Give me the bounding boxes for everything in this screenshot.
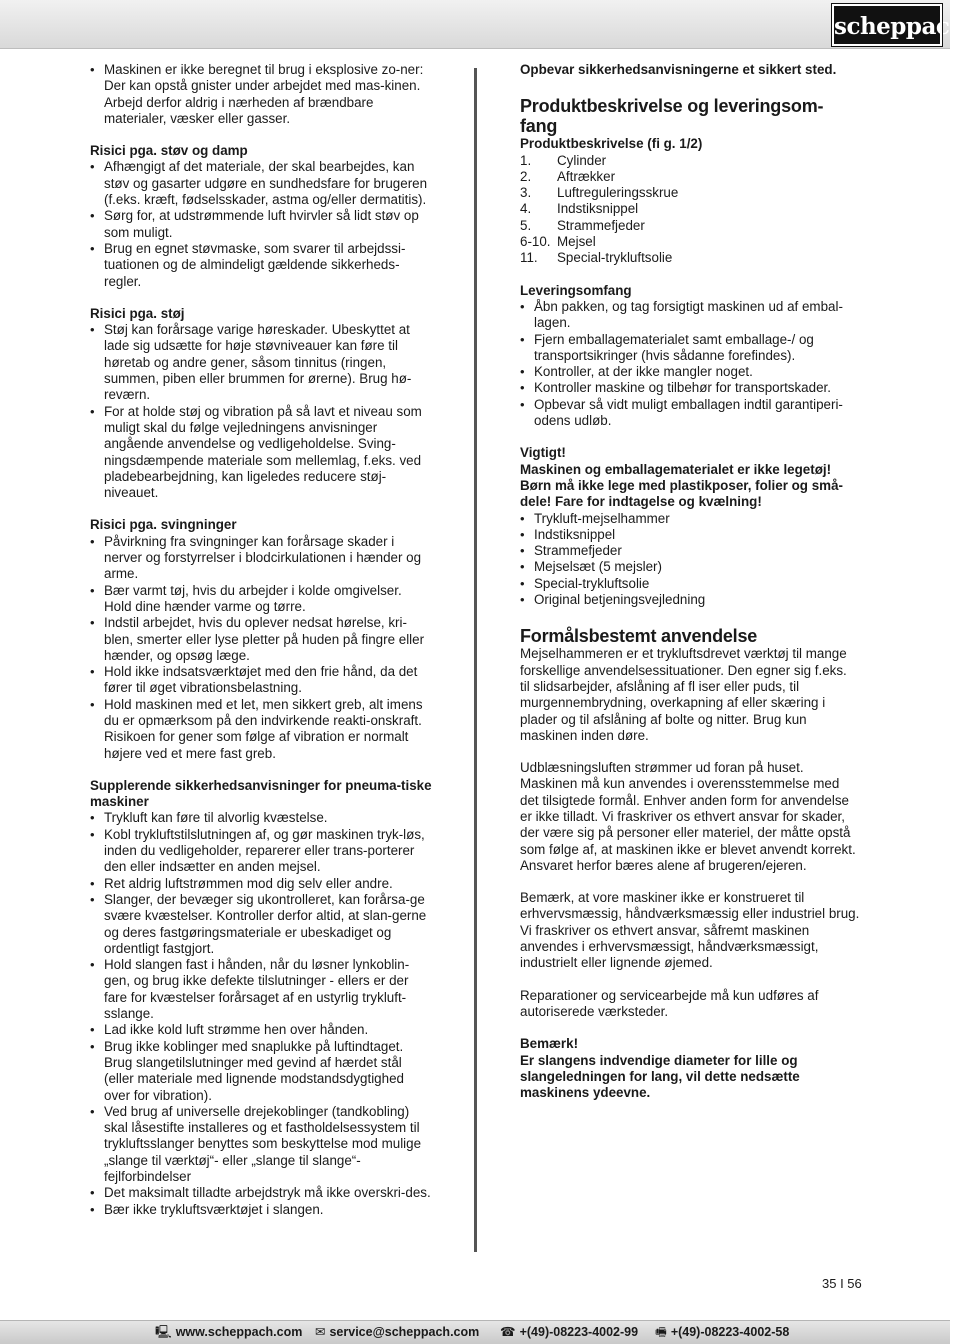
- part-label: Indstiksnippel: [557, 201, 639, 217]
- delivery-list: [520, 299, 860, 429]
- list-item: • Special-trykluftsolie: [520, 576, 860, 592]
- list-item: • Bær ikke trykluftsværktøjet i slangen.: [90, 1202, 432, 1218]
- list-item: [520, 201, 860, 217]
- warning-title: Vigtigt!: [520, 445, 566, 461]
- column-divider: [474, 68, 477, 1252]
- list-item: • Ret aldrig luftstrømmen mod dig selv eller andre.: [90, 876, 432, 892]
- brand-logo: scheppach: [832, 4, 942, 46]
- list-item: [520, 153, 860, 169]
- list-item: • Trykluft kan føre til alvorlig kvæstelse.: [90, 810, 432, 826]
- pneumatic-list: [90, 810, 432, 1217]
- note-text: Er slangens indvendige diameter for lille og slangeledningen for lang, vil dette nedsætte maskinens ydeevne.: [520, 1052, 800, 1101]
- list-item: • Kontroller, at der ikke mangler noget.: [520, 364, 860, 380]
- part-number: 6-10.: [520, 234, 551, 250]
- list-item: • Sørg for, at udstrømmende luft hvirvler så lidt støv op som muligt.: [90, 208, 432, 241]
- part-label: Aftrækker: [557, 168, 616, 184]
- fax-text: +(49)-08223-4002-58: [670, 1325, 790, 1339]
- list-item: • Fjern emballagematerialet samt emballage-/ og transportsikringer (hvis sådanne forefindes).: [520, 332, 860, 365]
- warning-text: Maskinen og emballagematerialet er ikke legetøj! Børn må ikke lege med plastikposer, folier og små-dele! Fare for indtagelse og kvælning!: [520, 461, 843, 510]
- noise-list: [90, 322, 432, 501]
- part-number: 5.: [520, 217, 532, 233]
- footer-email[interactable]: [315, 1321, 479, 1343]
- part-number: 1.: [520, 152, 532, 168]
- part-label: Strammefjeder: [557, 217, 645, 233]
- list-item: • Maskinen er ikke beregnet til brug i eksplosive zo-ner: Der kan opstå gnister under arbejdet med mas-kinen. Arbejd derfor aldrig i nærheden af brændbare materialer, væsker eller gasser.: [90, 62, 432, 127]
- part-number: 3.: [520, 185, 532, 201]
- list-item: • Åbn pakken, og tag forsigtigt maskinen ud af embal-lagen.: [520, 299, 860, 332]
- footer-website[interactable]: [155, 1321, 302, 1343]
- list-item: • Hold ikke indsatsværktøjet med den frie hånd, da det fører til øget vibrationsbelastning.: [90, 664, 432, 697]
- dust-list: [90, 159, 432, 289]
- part-number: 4.: [520, 201, 532, 217]
- list-item: [520, 234, 860, 250]
- list-item: [520, 218, 860, 234]
- intended-use-heading: Formålsbestemt anvendelse: [520, 626, 758, 647]
- list-item: • Strammefjeder: [520, 543, 860, 559]
- list-item: • Kontroller maskine og tilbehør for transportskader.: [520, 380, 860, 396]
- list-item: • Ved brug af universelle drejekoblinger (tandkobling) skal låsestifte installeres og et fastholdelsessystem til trykluftsslanger benyttes som beskyttelse mod mulige „slange til værktøj“- eller „slange til slange“-fejlforbindelser: [90, 1104, 432, 1185]
- list-item: • Trykluft-mejselhammer: [520, 511, 860, 527]
- website-text: www.scheppach.com: [175, 1325, 303, 1339]
- paragraph: Bemærk, at vore maskiner ikke er konstrueret til erhvervsmæssig, håndværksmæssig eller industriel brug. Vi fraskriver os ethvert ansvar, såfremt maskinen anvendes i erhvervsmæssigt, håndværksmæssigt, industrielt eller lignende øjemed.: [520, 890, 860, 971]
- vibration-list: [90, 534, 432, 762]
- vibration-heading: Risici pga. svingninger: [90, 517, 237, 533]
- paragraph: Reparationer og servicearbejde må kun udføres af autoriserede værksteder.: [520, 987, 819, 1019]
- part-label: Mejsel: [557, 234, 596, 250]
- list-item: [520, 185, 860, 201]
- noise-heading: Risici pga. støj: [90, 305, 185, 321]
- list-item: • Brug ikke koblinger med snaplukke på luftindtaget. Brug slangetilslutninger med gevind af hærdet stål (eller materiale med lignende modstandsdygtighed over for vibration).: [90, 1039, 432, 1104]
- footer-bar: [0, 1320, 950, 1344]
- phone-text: +(49)-08223-4002-99: [519, 1325, 639, 1339]
- dust-heading: Risici pga. støv og damp: [90, 143, 248, 159]
- list-item: • Lad ikke kold luft strømme hen over hånden.: [90, 1022, 432, 1038]
- note-title: Bemærk!: [520, 1036, 579, 1052]
- email-text: service@scheppach.com: [329, 1325, 480, 1339]
- list-item: • Opbevar så vidt muligt emballagen indtil garantiperi-odens udløb.: [520, 397, 860, 430]
- phone-icon: ☎: [500, 1325, 516, 1339]
- list-item: • Brug en egnet støvmaske, som svarer til arbejdssi-tuationen og de almindeligt gældende sikkerheds-regler.: [90, 241, 432, 290]
- page-number: 35 I 56: [822, 1276, 862, 1291]
- list-item: • Støj kan forårsage varige høreskader. Ubeskyttet at lade sig udsætte for høje støvniveauer kan føre til høretab og andre gener, såsom tinnitus (ringen, summen, piben eller brummen for ørerne). Brug hø-reværn.: [90, 322, 432, 403]
- footer-phone[interactable]: [500, 1321, 638, 1343]
- fax-icon: 🖷: [655, 1325, 667, 1339]
- list-item: • Indstiksnippel: [520, 527, 860, 543]
- part-label: Special-trykluftsolie: [557, 250, 673, 266]
- keep-safe-note: Opbevar sikkerhedsanvisningerne et sikkert sted.: [520, 62, 837, 77]
- part-number: 2.: [520, 168, 532, 184]
- list-item: [520, 250, 860, 266]
- computer-icon: 🖳: [155, 1325, 172, 1339]
- list-item: • Kobl trykluftstilslutningen af, og gør maskinen tryk-løs, inden du vedligeholder, reparerer eller trans-porterer den eller indsætter en anden mejsel.: [90, 827, 432, 876]
- list-item: [520, 169, 860, 185]
- intro-list: [90, 62, 432, 127]
- paragraph: Mejselhammeren er et trykluftsdrevet værktøj til mange forskellige anvendelsessituationer. Den egner sig f.eks. til slidsarbejder, afslåning af fl iser eller puds, til murgennembrydning, overkapning af eller skæring i plader og til afslåning af bolte og nitter. Brug kun maskinen inden døre.: [520, 646, 847, 743]
- part-label: Cylinder: [557, 152, 607, 168]
- delivery-heading: Leveringsomfang: [520, 282, 632, 298]
- list-item: • Original betjeningsvejledning: [520, 592, 860, 608]
- right-column: [520, 62, 860, 1101]
- list-item: • For at holde støj og vibration på så lavt et niveau som muligt skal du følge vejledningens anvisninger angående anvendelse og vedligeholdelse. Sving-ningsdæmpende materiale som mellemlag, f.eks. ved pladebearbejdning, kan ligeledes reducere støj-niveauet.: [90, 404, 432, 502]
- mail-icon: ✉: [315, 1325, 326, 1339]
- list-item: • Indstil arbejdet, hvis du oplever nedsat hørelse, kri-blen, smerter eller lyse pletter på huden på fingre eller hænder, og opsøg læge.: [90, 615, 432, 664]
- left-column: [90, 62, 432, 1218]
- parts-list: [520, 153, 860, 267]
- list-item: • Afhængigt af det materiale, der skal bearbejdes, kan støv og gasarter udgøre en sundhedsfare for brugeren (f.eks. kræft, fødselsskader, astma og/eller dermatitis).: [90, 159, 432, 208]
- part-number: 11.: [520, 250, 538, 266]
- list-item: • Det maksimalt tilladte arbejdstryk må ikke overskri-des.: [90, 1185, 432, 1201]
- footer-fax: [655, 1321, 789, 1343]
- paragraph: Udblæsningsluften strømmer ud foran på huset. Maskinen må kun anvendes i overensstemmelse med det tilsigtede formål. Enhver anden form for anvendelse er ikke tilladt. Vi fraskriver os ethvert ansvar for skader, der være sig på personer eller materiel, der måtte opstå som følge af, at maskinen ikke er blevet anvendt korrekt. Ansvaret herfor bæres alene af brugeren/ejeren.: [520, 760, 856, 873]
- list-item: • Slanger, der bevæger sig ukontrolleret, kan forårsa-ge svære kvæstelser. Kontroller derfor altid, at slan-gerne og deres fastgøringsmateriale er ubeskadiget og ordentligt fastgjort.: [90, 892, 432, 957]
- list-item: • Påvirkning fra svingninger kan forårsage skader i nerver og forstyrrelser i blodcirkulationen i hænder og arme.: [90, 534, 432, 583]
- part-label: Luftreguleringsskrue: [557, 185, 679, 201]
- product-heading: Produktbeskrivelse og leveringsom-fang: [520, 96, 824, 137]
- list-item: • Bær varmt tøj, hvis du arbejder i kolde omgivelser. Hold dine hænder varme og tørre.: [90, 583, 432, 616]
- list-item: • Mejselsæt (5 mejsler): [520, 559, 860, 575]
- product-subheading: Produktbeskrivelse (fi g. 1/2): [520, 136, 703, 152]
- header-bar: [0, 0, 966, 49]
- list-item: • Hold slangen fast i hånden, når du løsner lynkoblin-gen, og brug ikke defekte tilslutninger - ellers er der fare for kvæstelser forårsaget af en ustyrlig trykluft-sslange.: [90, 957, 432, 1022]
- list-item: • Hold maskinen med et let, men sikkert greb, alt imens du er opmærksom på den indvirkende reakti-onskraft. Risikoen for gener som følge af vibration er normalt højere ved et mere fast greb.: [90, 697, 432, 762]
- contents-list: [520, 511, 860, 609]
- pneumatic-heading: Supplerende sikkerhedsanvisninger for pneuma-tiske maskiner: [90, 777, 432, 810]
